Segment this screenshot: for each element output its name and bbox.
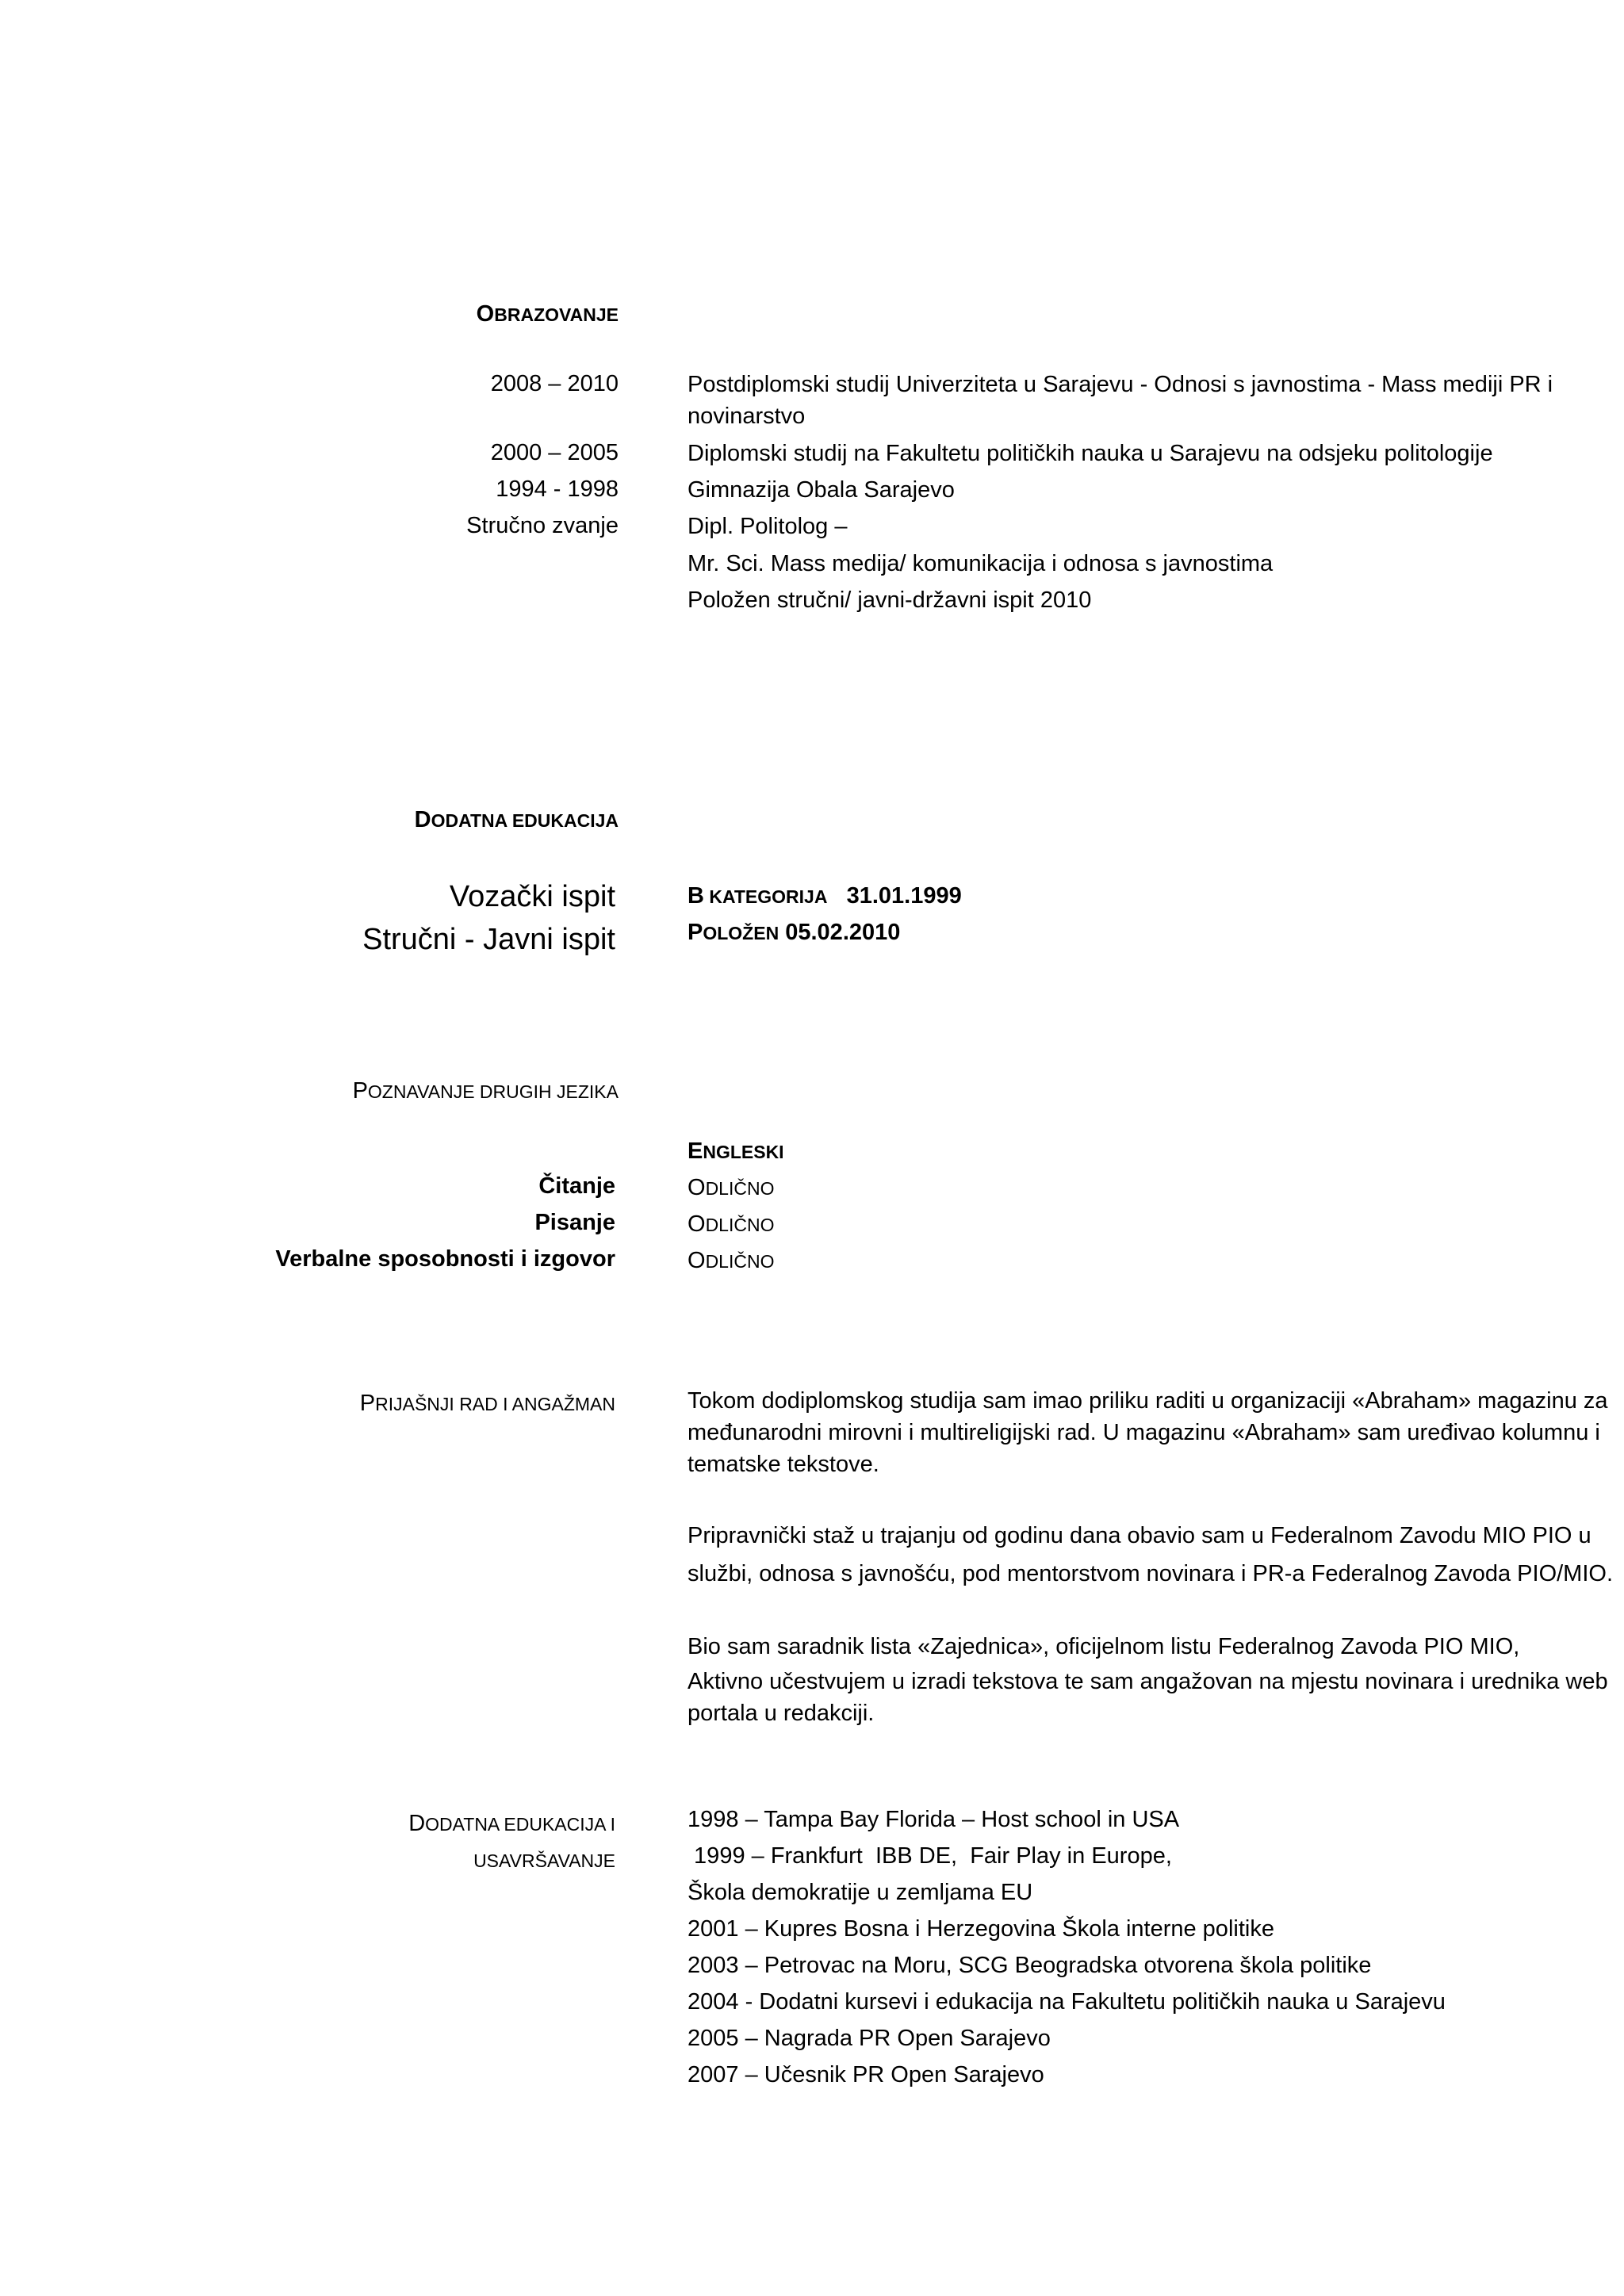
work-paragraph-line: portala u redakciji. [688, 1701, 875, 1726]
language-initial: E [688, 1138, 703, 1164]
language-name [688, 1138, 784, 1165]
work-paragraph-line: Bio sam saradnik lista «Zajednica», oficijelnom listu Federalnog Zavoda PIO MIO, [688, 1634, 1520, 1659]
heading-initial: D [414, 807, 431, 832]
education-extra-line: Mr. Sci. Mass medija/ komunikacija i odnosa s javnostima [688, 551, 1274, 576]
heading-initial: D [408, 1811, 426, 1836]
heading-rest: OZNAVANJE DRUGIH JEZIKA [367, 1081, 619, 1102]
heading-initial: P [352, 1078, 368, 1104]
level-rest: DLIČNO [705, 1251, 775, 1272]
heading-rest: ODATNA EDUKACIJA I [425, 1814, 615, 1835]
section-heading-usavrsavanje-line2 [473, 1847, 615, 1873]
heading-rest: BRAZOVANJE [494, 304, 619, 325]
value-initial: B [688, 883, 704, 909]
skill-level [688, 1175, 774, 1201]
work-paragraph-line: tematske tekstove. [688, 1452, 879, 1477]
value-date: 31.01.1999 [827, 883, 962, 909]
training-entry: 2001 – Kupres Bosna i Herzegovina Škola interne politike [688, 1916, 1274, 1942]
heading-initial: O [476, 301, 495, 327]
section-heading-usavrsavanje [408, 1811, 615, 1837]
value-caps: OLOŽEN [703, 923, 779, 943]
section-heading-dodatna-edukacija [415, 807, 619, 833]
training-entry: 1999 – Frankfurt IBB DE, Fair Play in Europe, [688, 1843, 1172, 1869]
training-entry: 1998 – Tampa Bay Florida – Host school in USA [688, 1807, 1180, 1832]
education-entry: Gimnazija Obala Sarajevo [688, 477, 955, 503]
education-entry: Dipl. Politolog – [688, 514, 848, 539]
work-paragraph-line: međunarodni mirovni i multireligijski rad. U magazinu «Abraham» sam uređivao kolumnu i [688, 1420, 1600, 1445]
skill-level [688, 1211, 774, 1238]
skill-level [688, 1248, 774, 1274]
value-initial: P [688, 920, 703, 945]
training-entry: 2003 – Petrovac na Moru, SCG Beogradska otvorena škola politike [688, 1953, 1372, 1978]
work-paragraph-line: Pripravnički staž u trajanju od godinu dana obavio sam u Federalnom Zavodu MIO PIO u [688, 1523, 1591, 1548]
training-entry: Škola demokratije u zemljama EU [688, 1880, 1033, 1905]
work-paragraph-line: Aktivno učestvujem u izradi tekstova te sam angažovan na mjestu novinara i urednika web [688, 1669, 1608, 1694]
value-date: 05.02.2010 [779, 920, 901, 945]
level-initial: O [688, 1175, 706, 1200]
heading-rest: RIJAŠNJI RAD I ANGAŽMAN [375, 1394, 615, 1414]
value-caps: KATEGORIJA [703, 886, 828, 907]
section-heading-jezici [353, 1078, 619, 1104]
work-paragraph-line: službi, odnosa s javnošću, pod mentorstvom novinara i PR-a Federalnog Zavoda PIO/MIO. [688, 1561, 1614, 1586]
level-initial: O [688, 1248, 706, 1273]
skill-label: Pisanje [534, 1210, 615, 1235]
exam-value [688, 883, 962, 909]
training-entry: 2007 – Učesnik PR Open Sarajevo [688, 2062, 1044, 2087]
education-entry-continued: novinarstvo [688, 404, 806, 429]
exam-label: Vozački ispit [449, 880, 615, 913]
section-heading-prijasnji-rad [360, 1391, 615, 1417]
education-year-label: 2008 – 2010 [490, 371, 619, 396]
education-year-label: 1994 - 1998 [496, 476, 619, 502]
education-year-label: Stručno zvanje [466, 513, 619, 538]
training-entry: 2005 – Nagrada PR Open Sarajevo [688, 2026, 1051, 2051]
education-year-label: 2000 – 2005 [490, 440, 619, 465]
training-entry: 2004 - Dodatni kursevi i edukacija na Fakultetu političkih nauka u Sarajevu [688, 1989, 1446, 2015]
heading-rest: USAVRŠAVANJE [473, 1850, 615, 1871]
level-rest: DLIČNO [705, 1215, 775, 1235]
education-extra-line: Položen stručni/ javni-državni ispit 2010 [688, 587, 1092, 613]
heading-rest: ODATNA EDUKACIJA [431, 810, 619, 831]
education-entry: Diplomski studij na Fakultetu političkih nauka u Sarajevu na odsjeku politologije [688, 441, 1493, 466]
exam-label: Stručni - Javni ispit [362, 923, 615, 956]
heading-initial: P [359, 1391, 376, 1416]
education-entry: Postdiplomski studij Univerziteta u Sarajevu - Odnosi s javnostima - Mass mediji PR i [688, 372, 1553, 397]
work-paragraph-line: Tokom dodiplomskog studija sam imao priliku raditi u organizaciji «Abraham» magazinu za [688, 1388, 1608, 1414]
skill-label: Verbalne sposobnosti i izgovor [275, 1246, 615, 1272]
language-rest: NGLESKI [703, 1142, 784, 1162]
skill-label: Čitanje [538, 1173, 615, 1199]
section-heading-obrazovanje [477, 301, 619, 327]
exam-value [688, 920, 900, 946]
level-initial: O [688, 1211, 706, 1237]
level-rest: DLIČNO [705, 1178, 775, 1199]
